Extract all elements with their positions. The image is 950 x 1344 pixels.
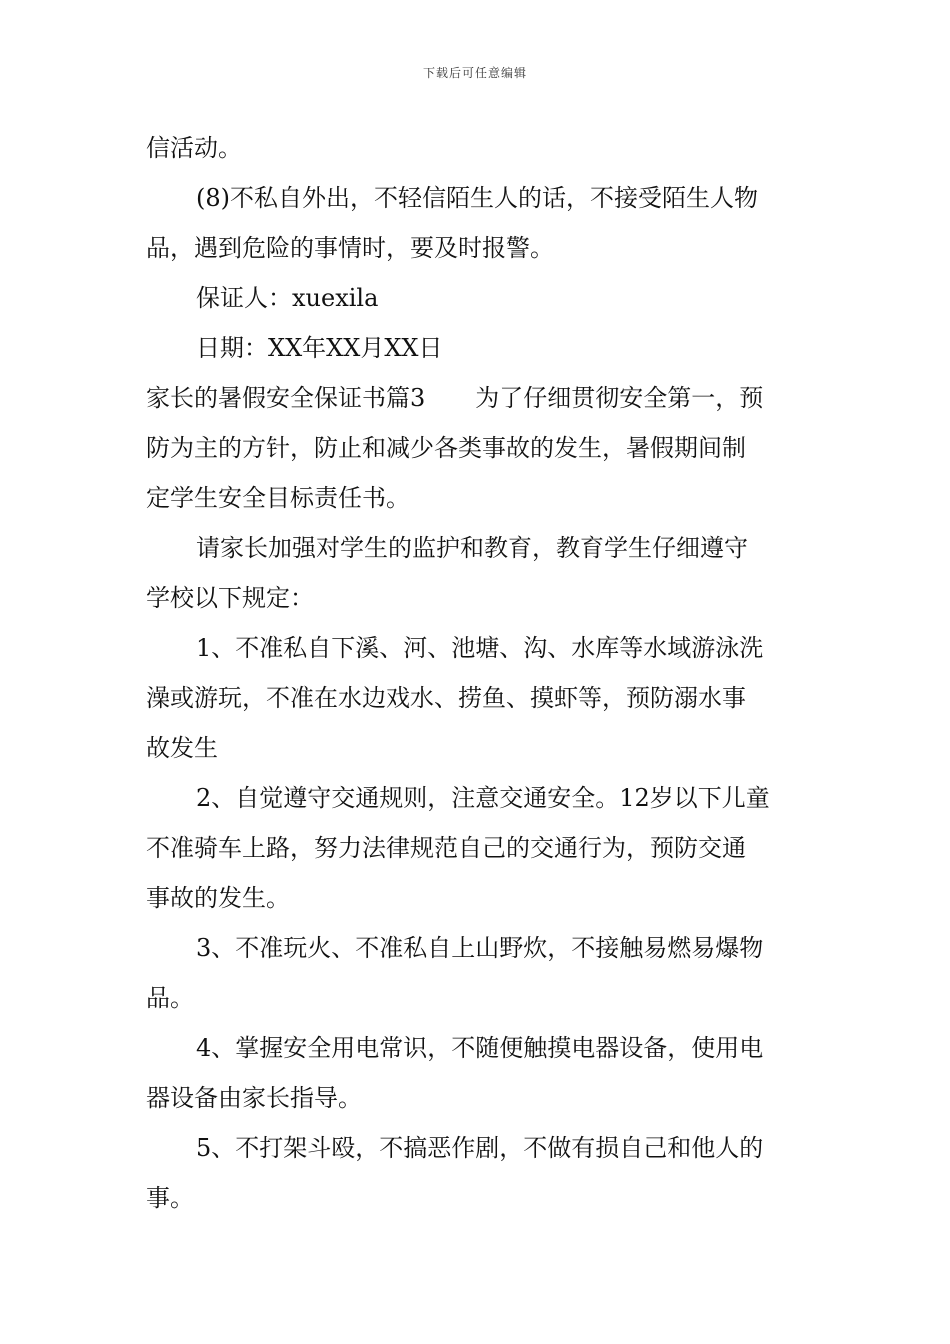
- text-line: 信活动。: [146, 134, 242, 162]
- text-line: 事。: [146, 1184, 194, 1212]
- text-line: 澡或游玩，不准在水边戏水、捞鱼、摸虾等，预防溺水事: [146, 684, 746, 712]
- rule-item-2: 2、自觉遵守交通规则，注意交通安全。12岁以下儿童: [196, 784, 770, 812]
- page-header-note: 下载后可任意编辑: [422, 66, 527, 80]
- rule-item-4: 4、掌握安全用电常识，不随便触摸电器设备，使用电: [196, 1034, 764, 1062]
- document-body: [146, 123, 806, 1223]
- text-line: 请家长加强对学生的监护和教育，教育学生仔细遵守: [196, 534, 748, 562]
- section-heading: 家长的暑假安全保证书篇3: [146, 384, 426, 412]
- date-line: 日期：XX年XX月XX日: [196, 334, 443, 362]
- text-line: (8)不私自外出，不轻信陌生人的话，不接受陌生人物: [196, 184, 758, 212]
- text-line: 事故的发生。: [146, 884, 290, 912]
- rule-item-3: 3、不准玩火、不准私自上山野炊，不接触易燃易爆物: [196, 934, 764, 962]
- guarantor-line: 保证人：xuexila: [196, 284, 379, 312]
- text-line: 故发生: [146, 734, 218, 762]
- text-line: 定学生安全目标责任书。: [146, 484, 410, 512]
- text-line: 品，遇到危险的事情时，要及时报警。: [146, 234, 554, 262]
- text-segment: 为了仔细贯彻安全第一，预: [475, 384, 764, 412]
- rule-item-5: 5、不打架斗殴，不搞恶作剧，不做有损自己和他人的: [196, 1134, 764, 1162]
- text-line: 防为主的方针，防止和减少各类事故的发生，暑假期间制: [146, 434, 746, 462]
- rule-item-1: 1、不准私自下溪、河、池塘、沟、水库等水域游泳洗: [196, 634, 764, 662]
- text-line: 品。: [146, 984, 194, 1012]
- text-line: 学校以下规定：: [146, 584, 314, 612]
- text-line: 不准骑车上路，努力法律规范自己的交通行为，预防交通: [146, 834, 746, 862]
- section-heading-line: [146, 373, 806, 423]
- text-line: 器设备由家长指导。: [146, 1084, 362, 1112]
